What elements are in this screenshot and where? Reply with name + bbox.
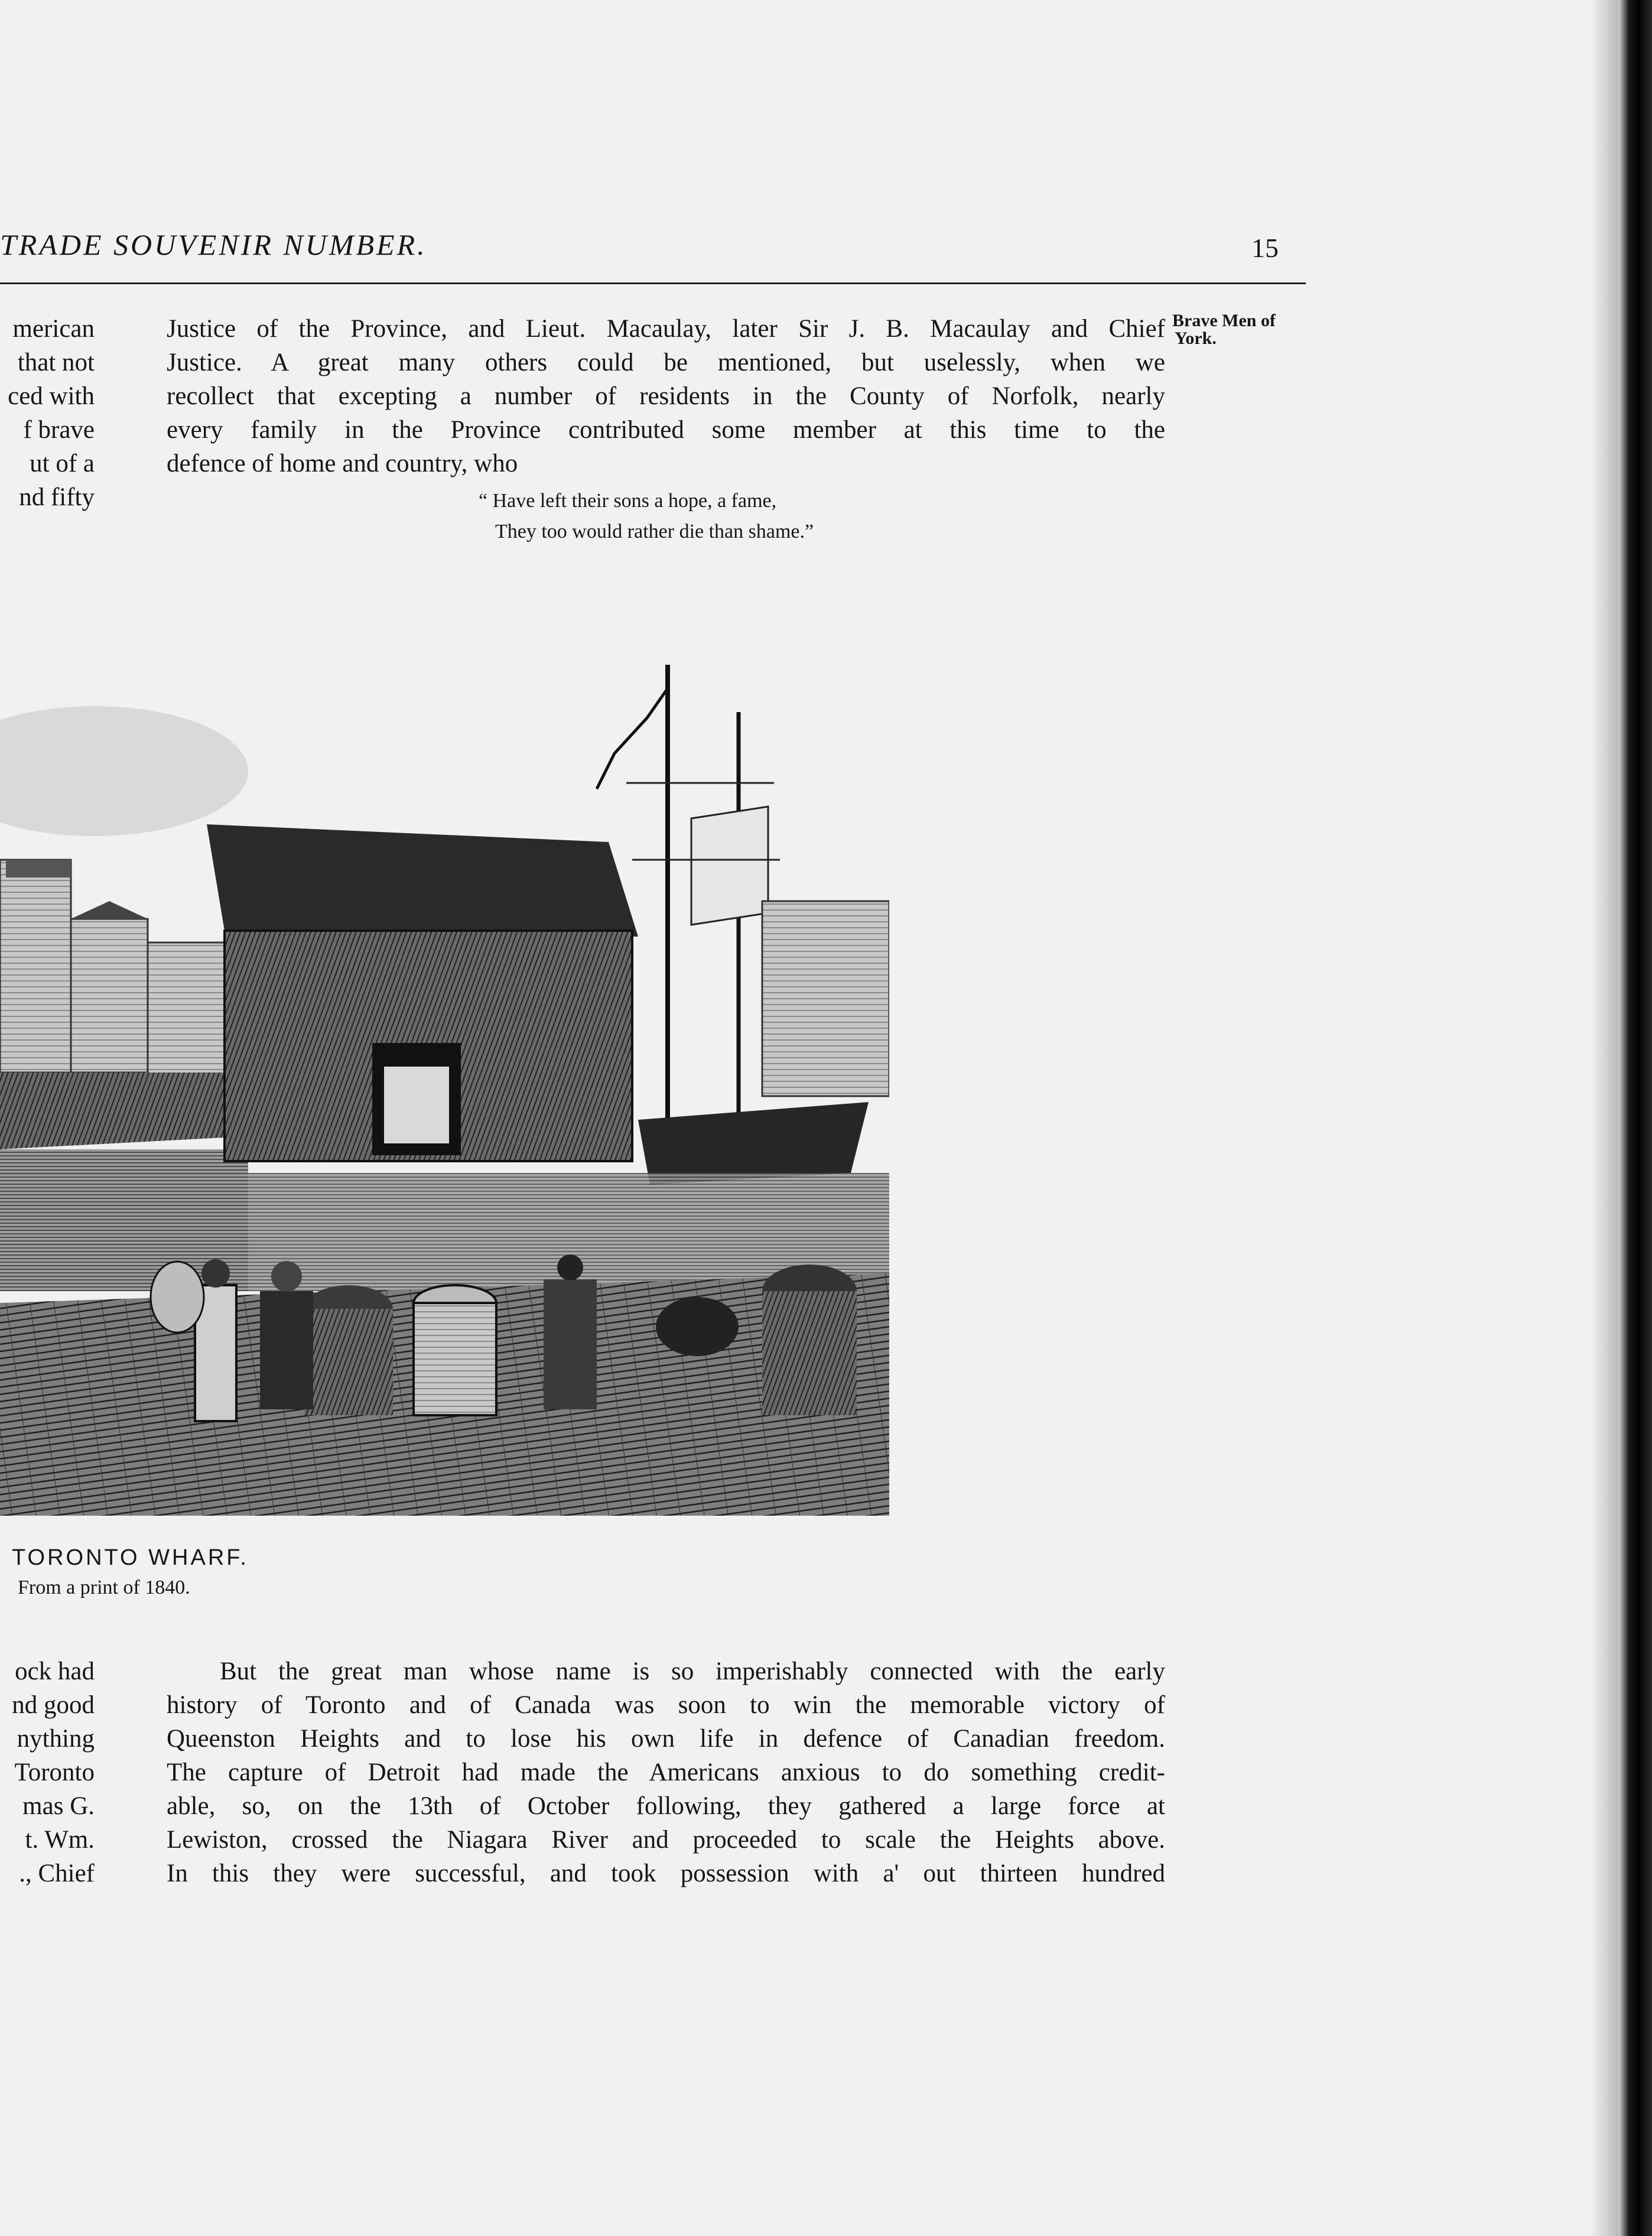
text-line: ., Chief [19, 1860, 95, 1887]
margin-note [1172, 312, 1314, 347]
verse-quote [479, 486, 814, 547]
text-line: t. Wm. [25, 1826, 95, 1854]
text-line: able, so, on the 13th of October following, they gathered a large force at [167, 1792, 1165, 1820]
book-binding [1619, 0, 1652, 2236]
paragraph-brave-men [167, 312, 1165, 480]
text-line: Lewiston, crossed the Niagara River and proceeded to scale the Heights above. [167, 1826, 1165, 1854]
page-header [0, 228, 1306, 275]
left-column-fragment-bottom [0, 1655, 95, 1890]
text-line: nything [17, 1725, 95, 1753]
page-edge [1593, 0, 1619, 2236]
text-line: Queenston Heights and to lose his own life in defence of Canadian freedom. [167, 1725, 1165, 1753]
text-line: In this they were successful, and took possession with a' out thirteen hundred [167, 1860, 1165, 1887]
text-line: merican [12, 315, 95, 343]
margin-note-line: York. [1175, 329, 1217, 348]
text-line: Justice of the Province, and Lieut. Macaulay, later Sir J. B. Macaulay and Chief [167, 315, 1165, 343]
text-line: history of Toronto and of Canada was soon to win the memorable victory of [167, 1691, 1165, 1719]
text-line: ut of a [30, 450, 95, 477]
text-line: that not [17, 349, 95, 376]
text-line: ock had [15, 1658, 95, 1685]
text-line: recollect that excepting a number of residents in the County of Norfolk, nearly [167, 382, 1165, 410]
margin-note-line: Brave Men of [1172, 311, 1276, 330]
text-line: Toronto [14, 1759, 95, 1786]
page-number: 15 [1251, 233, 1279, 263]
text-line: ced with [8, 382, 95, 410]
illustration-source: From a print of 1840. [18, 1577, 190, 1598]
text-line: mas G. [22, 1792, 95, 1820]
quote-line: “ Have left their sons a hope, a fame, [479, 490, 777, 512]
quote-line: They too would rather die than shame.” [495, 521, 814, 542]
text-line: defence of home and country, who [167, 450, 518, 477]
text-line: But the great man whose name is so imperishably connected with the early [220, 1658, 1165, 1685]
paragraph-queenston-heights [167, 1655, 1165, 1890]
header-rule [0, 282, 1306, 284]
text-line: The capture of Detroit had made the Americans anxious to do something credit- [167, 1759, 1165, 1786]
toronto-wharf-engraving [0, 665, 889, 1516]
left-column-fragment-top [0, 312, 95, 514]
text-line: Justice. A great many others could be mentioned, but uselessly, when we [167, 349, 1165, 376]
illustration-caption: TORONTO WHARF. [12, 1545, 249, 1570]
text-line: nd fifty [19, 483, 95, 511]
running-title: TRADE SOUVENIR NUMBER. [0, 228, 427, 261]
text-line: nd good [12, 1691, 95, 1719]
text-line: f brave [23, 416, 95, 444]
text-line: every family in the Province contributed some member at this time to the [167, 416, 1165, 444]
